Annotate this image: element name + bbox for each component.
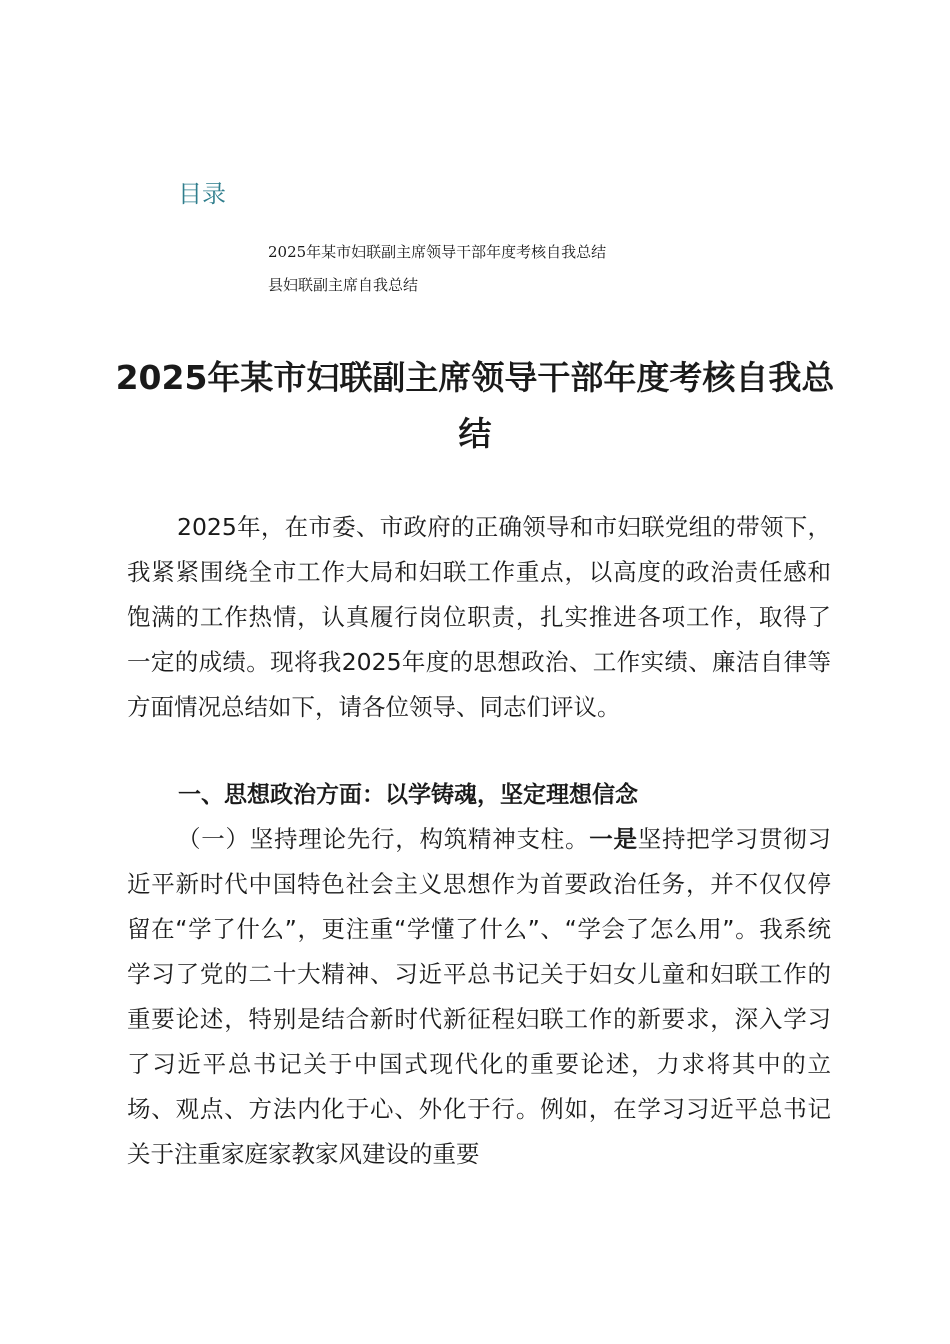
section-1-paragraph — [127, 817, 831, 1177]
toc-heading: 目录 — [178, 180, 226, 208]
toc-item-2[interactable]: 县妇联副主席自我总结 — [268, 276, 419, 294]
document-title: 2025年某市妇联副主席领导干部年度考核自我总结 — [115, 358, 835, 453]
section-heading-1: 一、思想政治方面：以学铸魂，坚定理想信念 — [178, 782, 638, 808]
toc-list — [268, 236, 606, 302]
intro-paragraph: 2025年，在市委、市政府的正确领导和市妇联党组的带领下，我紧紧围绕全市工作大局和妇联工作重点，以高度的政治责任感和饱满的工作热情，认真履行岗位职责，扎实推进各项工作，取得了一定的成绩。现将我2025年度的思想政治、工作实绩、廉洁自律等方面情况总结如下，请各位领导、同志们评议。 — [127, 513, 831, 721]
subsection-body: 坚持把学习贯彻习近平新时代中国特色社会主义思想作为首要政治任务，并不仅仅停留在“学了什么”，更注重“学懂了什么”、“学会了怎么用”。我系统学习了党的二十大精神、习近平总书记关于妇女儿童和妇联工作的重要论述，特别是结合新时代新征程妇联工作的新要求，深入学习了习近平总书记关于中国式现代化的重要论述，力求将其中的立场、观点、方法内化于心、外化于行。例如，在学习习近平总书记关于注重家庭家教家风建设的重要 — [127, 825, 831, 1168]
toc-item-1[interactable]: 2025年某市妇联副主席领导干部年度考核自我总结 — [268, 243, 607, 261]
bold-lead-text: 一是 — [589, 825, 638, 853]
subsection-title: （一）坚持理论先行，构筑精神支柱。 — [177, 825, 590, 853]
